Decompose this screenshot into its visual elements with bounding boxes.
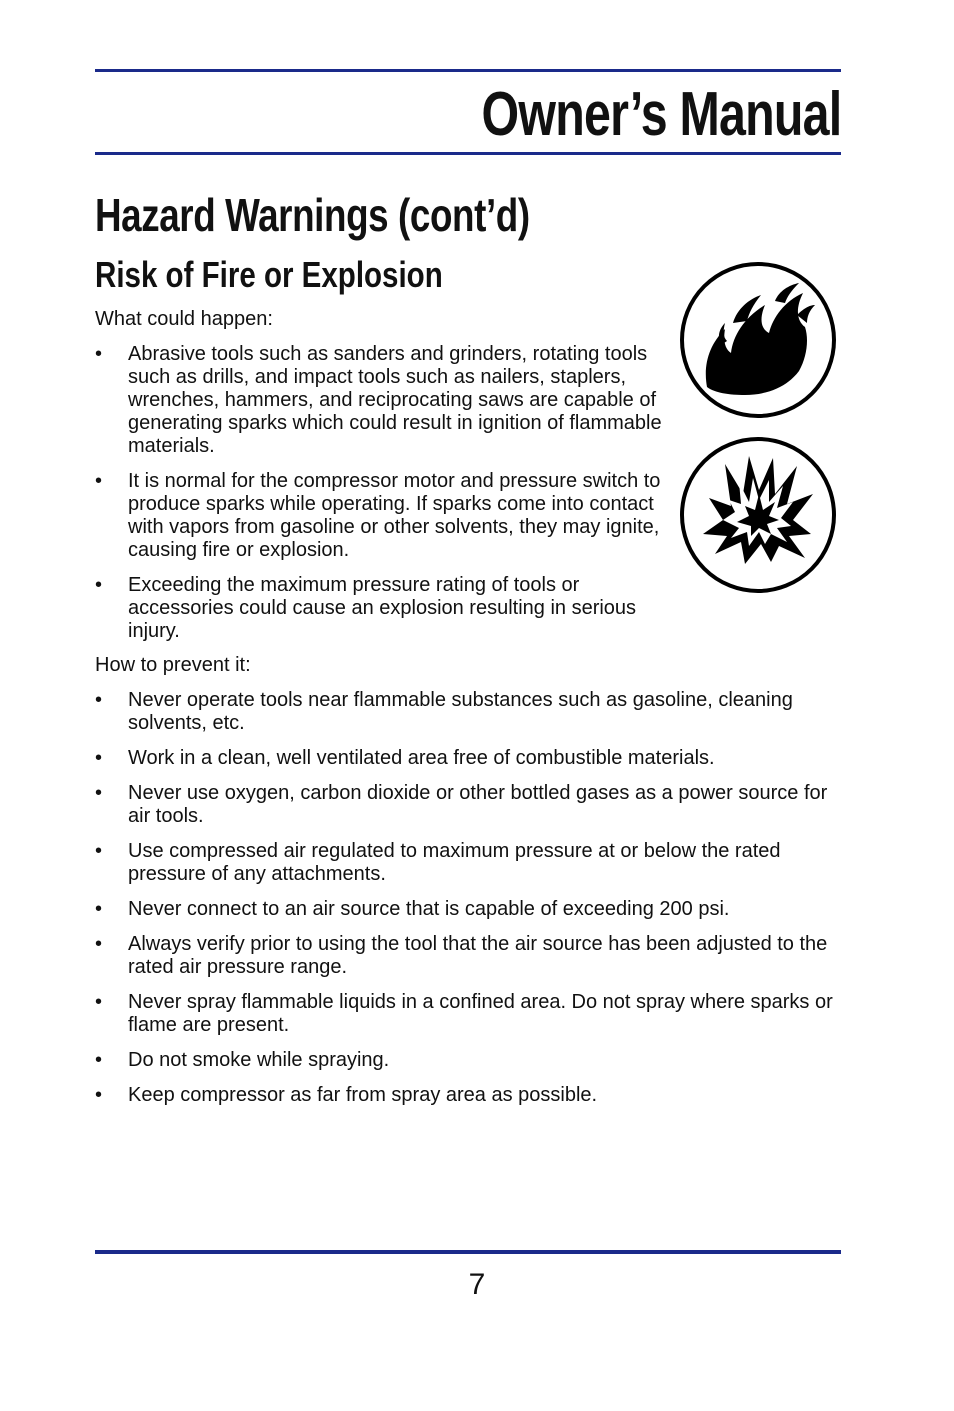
what-could-happen-list xyxy=(95,343,670,643)
bullet: • xyxy=(95,747,103,769)
bullet: • xyxy=(95,689,103,711)
how-to-prevent-list xyxy=(95,689,835,1107)
how-to-prevent-section xyxy=(95,654,835,1107)
fire-icon xyxy=(679,261,837,419)
footer-rule xyxy=(95,1250,841,1254)
bullet: • xyxy=(95,574,103,596)
what-could-happen-label: What could happen: xyxy=(95,308,273,330)
page-number: 7 xyxy=(468,1268,486,1301)
bullet: • xyxy=(95,1084,103,1106)
how-to-prevent-label: How to prevent it: xyxy=(95,654,251,676)
list-item: • Never operate tools near flammable substances such as gasoline, cleaning solvents, etc. xyxy=(95,689,793,734)
manual-title: Owner’s Manual xyxy=(481,80,841,149)
list-item: • Work in a clean, well ventilated area free of combustible materials. xyxy=(95,747,715,769)
list-item: • Never spray flammable liquids in a confined area. Do not spray where sparks or flame are present. xyxy=(95,991,833,1036)
list-item: • Do not smoke while spraying. xyxy=(95,1049,390,1071)
section-title: Hazard Warnings (cont’d) xyxy=(95,189,530,241)
list-item: • Use compressed air regulated to maximum pressure at or below the rated pressure of any attachments. xyxy=(95,840,781,885)
bullet: • xyxy=(95,840,103,862)
subsection-title: Risk of Fire or Explosion xyxy=(95,254,443,295)
bullet: • xyxy=(95,933,103,955)
bullet: • xyxy=(95,782,103,804)
list-item: • Abrasive tools such as sanders and grinders, rotating tools such as drills, and impact tools such as nailers, staplers, wrenches, hammers, and reciprocating saws are capable of generating sparks which could result in ignition of flammable materials. xyxy=(95,343,662,457)
bullet: • xyxy=(95,343,103,365)
what-could-happen-section xyxy=(95,308,670,643)
list-item: • Exceeding the maximum pressure rating of tools or accessories could cause an explosion resulting in serious injury. xyxy=(95,574,637,642)
header-rule-top xyxy=(95,69,841,72)
list-item: • Never use oxygen, carbon dioxide or other bottled gases as a power source for air tools. xyxy=(95,782,828,827)
bullet: • xyxy=(95,991,103,1013)
header-rule-bottom xyxy=(95,152,841,155)
bullet: • xyxy=(95,470,103,492)
bullet: • xyxy=(95,898,103,920)
list-item: • Never connect to an air source that is capable of exceeding 200 psi. xyxy=(95,898,730,920)
list-item: • It is normal for the compressor motor and pressure switch to produce sparks while operating. If sparks come into contact with vapors from gasoline or other solvents, they may ignite, causing fire or explosion. xyxy=(95,470,661,561)
list-item: • Always verify prior to using the tool that the air source has been adjusted to the rated air pressure range. xyxy=(95,933,828,978)
bullet: • xyxy=(95,1049,103,1071)
list-item: • Keep compressor as far from spray area as possible. xyxy=(95,1084,598,1106)
explosion-icon xyxy=(679,436,837,594)
